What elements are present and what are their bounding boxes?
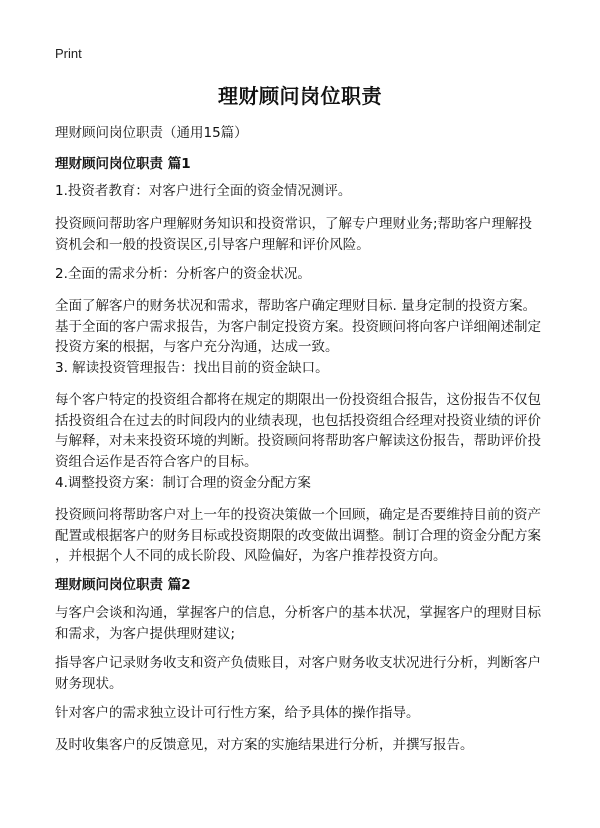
paragraph [55,214,555,255]
paragraph-line: 每个客户特定的投资组合都将在规定的期限出一份投资组合报告，这份报告不仅包 [55,392,541,408]
page-title: 理财顾问岗位职责 [218,84,382,108]
paragraph [55,735,555,756]
paragraph [55,358,555,379]
paragraph-line: 财务现状。 [55,675,123,692]
paragraph-line: 资组合运作是否符合客户的目标。 [55,453,258,470]
paragraph-line: 资机会和一般的投资误区,引导客户理解和评价风险。 [55,236,370,253]
print-link[interactable]: Print [55,46,82,61]
paragraph [55,473,555,494]
paragraph-line: 4.调整投资方案：制订合理的资金分配方案 [55,475,311,491]
paragraph-line: 及时收集客户的反馈意见，对方案的实施结果进行分析，并撰写报告。 [55,737,474,753]
paragraph [55,181,555,202]
paragraph [55,703,555,724]
paragraph-line: 基于全面的客户需求报告，为客户制定投资方案。投资顾问将向客户详细阐述制定 [55,318,541,335]
paragraph-line: 投资顾问将帮助客户对上一年的投资决策做一个回顾，确定是否要维持目前的资产 [55,507,541,523]
paragraph-line: 与解释，对未来投资环境的判断。投资顾问将帮助客户解读这份报告，帮助评价投 [55,433,541,449]
paragraph-line: 与客户会谈和沟通，掌握客户的信息，分析客户的基本状况，掌握客户的理财目标 [55,605,541,621]
paragraph [55,296,555,358]
paragraph [55,390,555,472]
paragraph-line: 全面了解客户的财务状况和需求，帮助客户确定理财目标. 量身定制的投资方案。 [55,298,537,314]
paragraph-line: 针对客户的需求独立设计可行性方案，给予具体的操作指导。 [55,705,420,721]
paragraph-line: 配置或根据客户的财务目标或投资期限的改变做出调整。制订合理的资金分配方案 [55,527,541,544]
section-heading-1: 理财顾问岗位职责 篇1 [55,156,191,172]
paragraph [55,653,555,694]
paragraph-line: 投资方案的根据，与客户充分沟通，达成一致。 [55,339,339,355]
paragraph-line: 2.全面的需求分析：分析客户的资金状况。 [55,266,311,282]
paragraph [55,264,555,285]
paragraph-line: 投资顾问帮助客户理解财务知识和投资常识，了解专户理财业务;帮助客户理解投 [55,216,533,232]
paragraph-line: ，并根据个人不同的成长阶段、风险偏好，为客户推荐投资方向。 [55,548,447,564]
paragraph [55,505,555,567]
paragraph-line: 1.投资者教育：对客户进行全面的资金情况测评。 [55,183,352,199]
document-subtitle: 理财顾问岗位职责（通用15篇） [55,125,248,141]
paragraph-line: 3. 解读投资管理报告：找出目前的资金缺口。 [55,360,329,376]
paragraph-line: 和需求，为客户提供理财建议; [55,625,236,642]
section-heading-2: 理财顾问岗位职责 篇2 [55,577,191,593]
paragraph-line: 括投资组合在过去的时间段内的业绩表现，也包括投资组合经理对投资业绩的评价 [55,412,541,429]
paragraph [55,603,555,644]
paragraph-line: 指导客户记录财务收支和资产负债账目，对客户财务收支状况进行分析，判断客户 [55,655,541,671]
